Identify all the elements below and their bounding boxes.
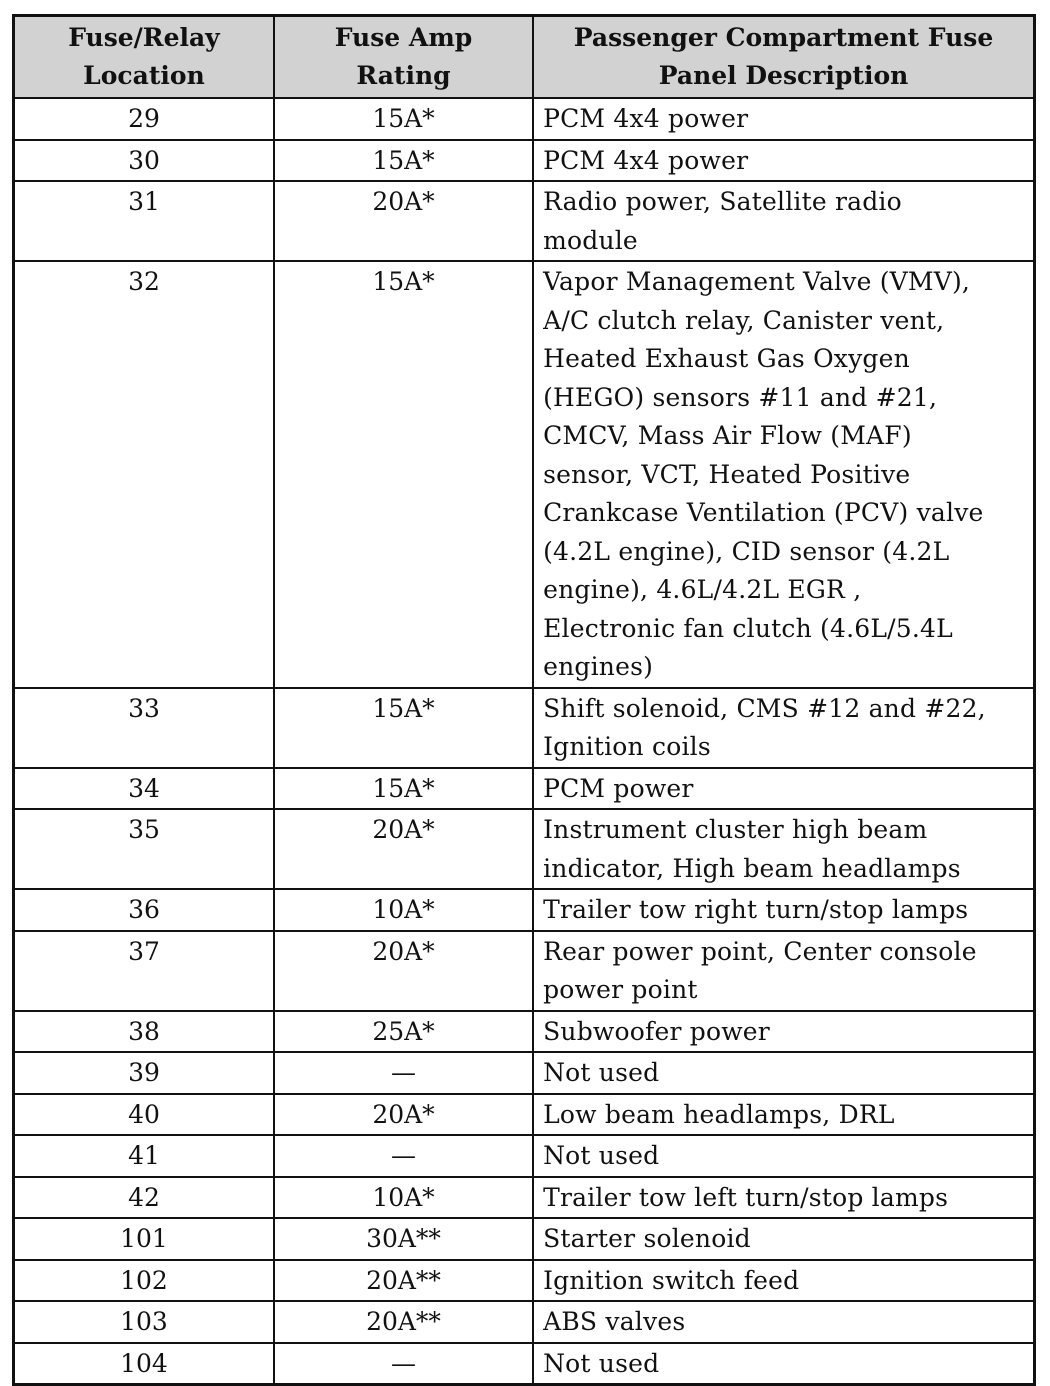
- rating-cell: 15A*: [274, 768, 533, 810]
- rating-cell: 20A**: [274, 1260, 533, 1302]
- location-cell: 37: [14, 931, 274, 1011]
- description-cell: Trailer tow right turn/stop lamps: [533, 889, 1034, 931]
- description-cell: PCM power: [533, 768, 1034, 810]
- description-cell: Trailer tow left turn/stop lamps: [533, 1177, 1034, 1219]
- location-cell: 40: [14, 1094, 274, 1136]
- description-cell: Low beam headlamps, DRL: [533, 1094, 1034, 1136]
- description-cell: Subwoofer power: [533, 1011, 1034, 1053]
- rating-cell: —: [274, 1052, 533, 1094]
- description-cell: ABS valves: [533, 1301, 1034, 1343]
- location-cell: 42: [14, 1177, 274, 1219]
- description-cell: Instrument cluster high beam indicator, High beam headlamps: [533, 809, 1034, 889]
- description-cell: Not used: [533, 1135, 1034, 1177]
- rating-cell: 10A*: [274, 889, 533, 931]
- description-cell: PCM 4x4 power: [533, 140, 1034, 182]
- location-cell: 29: [14, 98, 274, 140]
- rating-cell: 20A*: [274, 181, 533, 261]
- rating-cell: 30A**: [274, 1218, 533, 1260]
- header-text: Rating: [356, 61, 451, 90]
- table-row: [14, 1011, 1035, 1053]
- fuse-table: [12, 14, 1036, 1386]
- rating-cell: 15A*: [274, 261, 533, 688]
- description-cell: Vapor Management Valve (VMV), A/C clutch relay, Canister vent, Heated Exhaust Gas Oxygen (HEGO) sensors #11 and #21, CMCV, Mass Air Flow (MAF) sensor, VCT, Heated Positive Crankcase Ventilation (PCV) valve (4.2L engine), CID sensor (4.2L engine), 4.6L/4.2L EGR , Electronic fan clutch (4.6L/5.4L engines): [533, 261, 1034, 688]
- rating-cell: 25A*: [274, 1011, 533, 1053]
- location-cell: 101: [14, 1218, 274, 1260]
- rating-cell: 20A*: [274, 1094, 533, 1136]
- header-text: Fuse/Relay: [68, 23, 220, 52]
- location-cell: 32: [14, 261, 274, 688]
- description-cell: Not used: [533, 1343, 1034, 1385]
- location-cell: 31: [14, 181, 274, 261]
- rating-cell: —: [274, 1135, 533, 1177]
- header-location: [14, 16, 274, 99]
- header-text: Location: [83, 61, 205, 90]
- header-row: [14, 16, 1035, 99]
- rating-cell: 15A*: [274, 98, 533, 140]
- rating-cell: 10A*: [274, 1177, 533, 1219]
- description-cell: Rear power point, Center console power point: [533, 931, 1034, 1011]
- table-row: [14, 768, 1035, 810]
- table-row: [14, 181, 1035, 261]
- location-cell: 39: [14, 1052, 274, 1094]
- table-row: [14, 1177, 1035, 1219]
- location-cell: 103: [14, 1301, 274, 1343]
- location-cell: 34: [14, 768, 274, 810]
- table-row: [14, 98, 1035, 140]
- header-rating: [274, 16, 533, 99]
- table-row: [14, 1052, 1035, 1094]
- header-description: [533, 16, 1034, 99]
- header-text: Passenger Compartment Fuse: [573, 23, 994, 52]
- table-row: [14, 889, 1035, 931]
- location-cell: 30: [14, 140, 274, 182]
- location-cell: 38: [14, 1011, 274, 1053]
- table-row: [14, 261, 1035, 688]
- location-cell: 104: [14, 1343, 274, 1385]
- table-row: [14, 1135, 1035, 1177]
- header-text: Fuse Amp: [334, 23, 473, 52]
- description-cell: Starter solenoid: [533, 1218, 1034, 1260]
- location-cell: 36: [14, 889, 274, 931]
- table-row: [14, 931, 1035, 1011]
- table-row: [14, 1301, 1035, 1343]
- rating-cell: 15A*: [274, 688, 533, 768]
- location-cell: 41: [14, 1135, 274, 1177]
- rating-cell: —: [274, 1343, 533, 1385]
- table-row: [14, 140, 1035, 182]
- table-row: [14, 1260, 1035, 1302]
- table-row: [14, 1094, 1035, 1136]
- header-text: Panel Description: [658, 61, 909, 90]
- rating-cell: 15A*: [274, 140, 533, 182]
- location-cell: 102: [14, 1260, 274, 1302]
- table-row: [14, 809, 1035, 889]
- location-cell: 35: [14, 809, 274, 889]
- rating-cell: 20A*: [274, 931, 533, 1011]
- description-cell: PCM 4x4 power: [533, 98, 1034, 140]
- table-row: [14, 1343, 1035, 1385]
- location-cell: 33: [14, 688, 274, 768]
- description-cell: Radio power, Satellite radio module: [533, 181, 1034, 261]
- description-cell: Ignition switch feed: [533, 1260, 1034, 1302]
- description-cell: Shift solenoid, CMS #12 and #22, Ignition coils: [533, 688, 1034, 768]
- description-cell: Not used: [533, 1052, 1034, 1094]
- table-row: [14, 1218, 1035, 1260]
- table-row: [14, 688, 1035, 768]
- rating-cell: 20A*: [274, 809, 533, 889]
- rating-cell: 20A**: [274, 1301, 533, 1343]
